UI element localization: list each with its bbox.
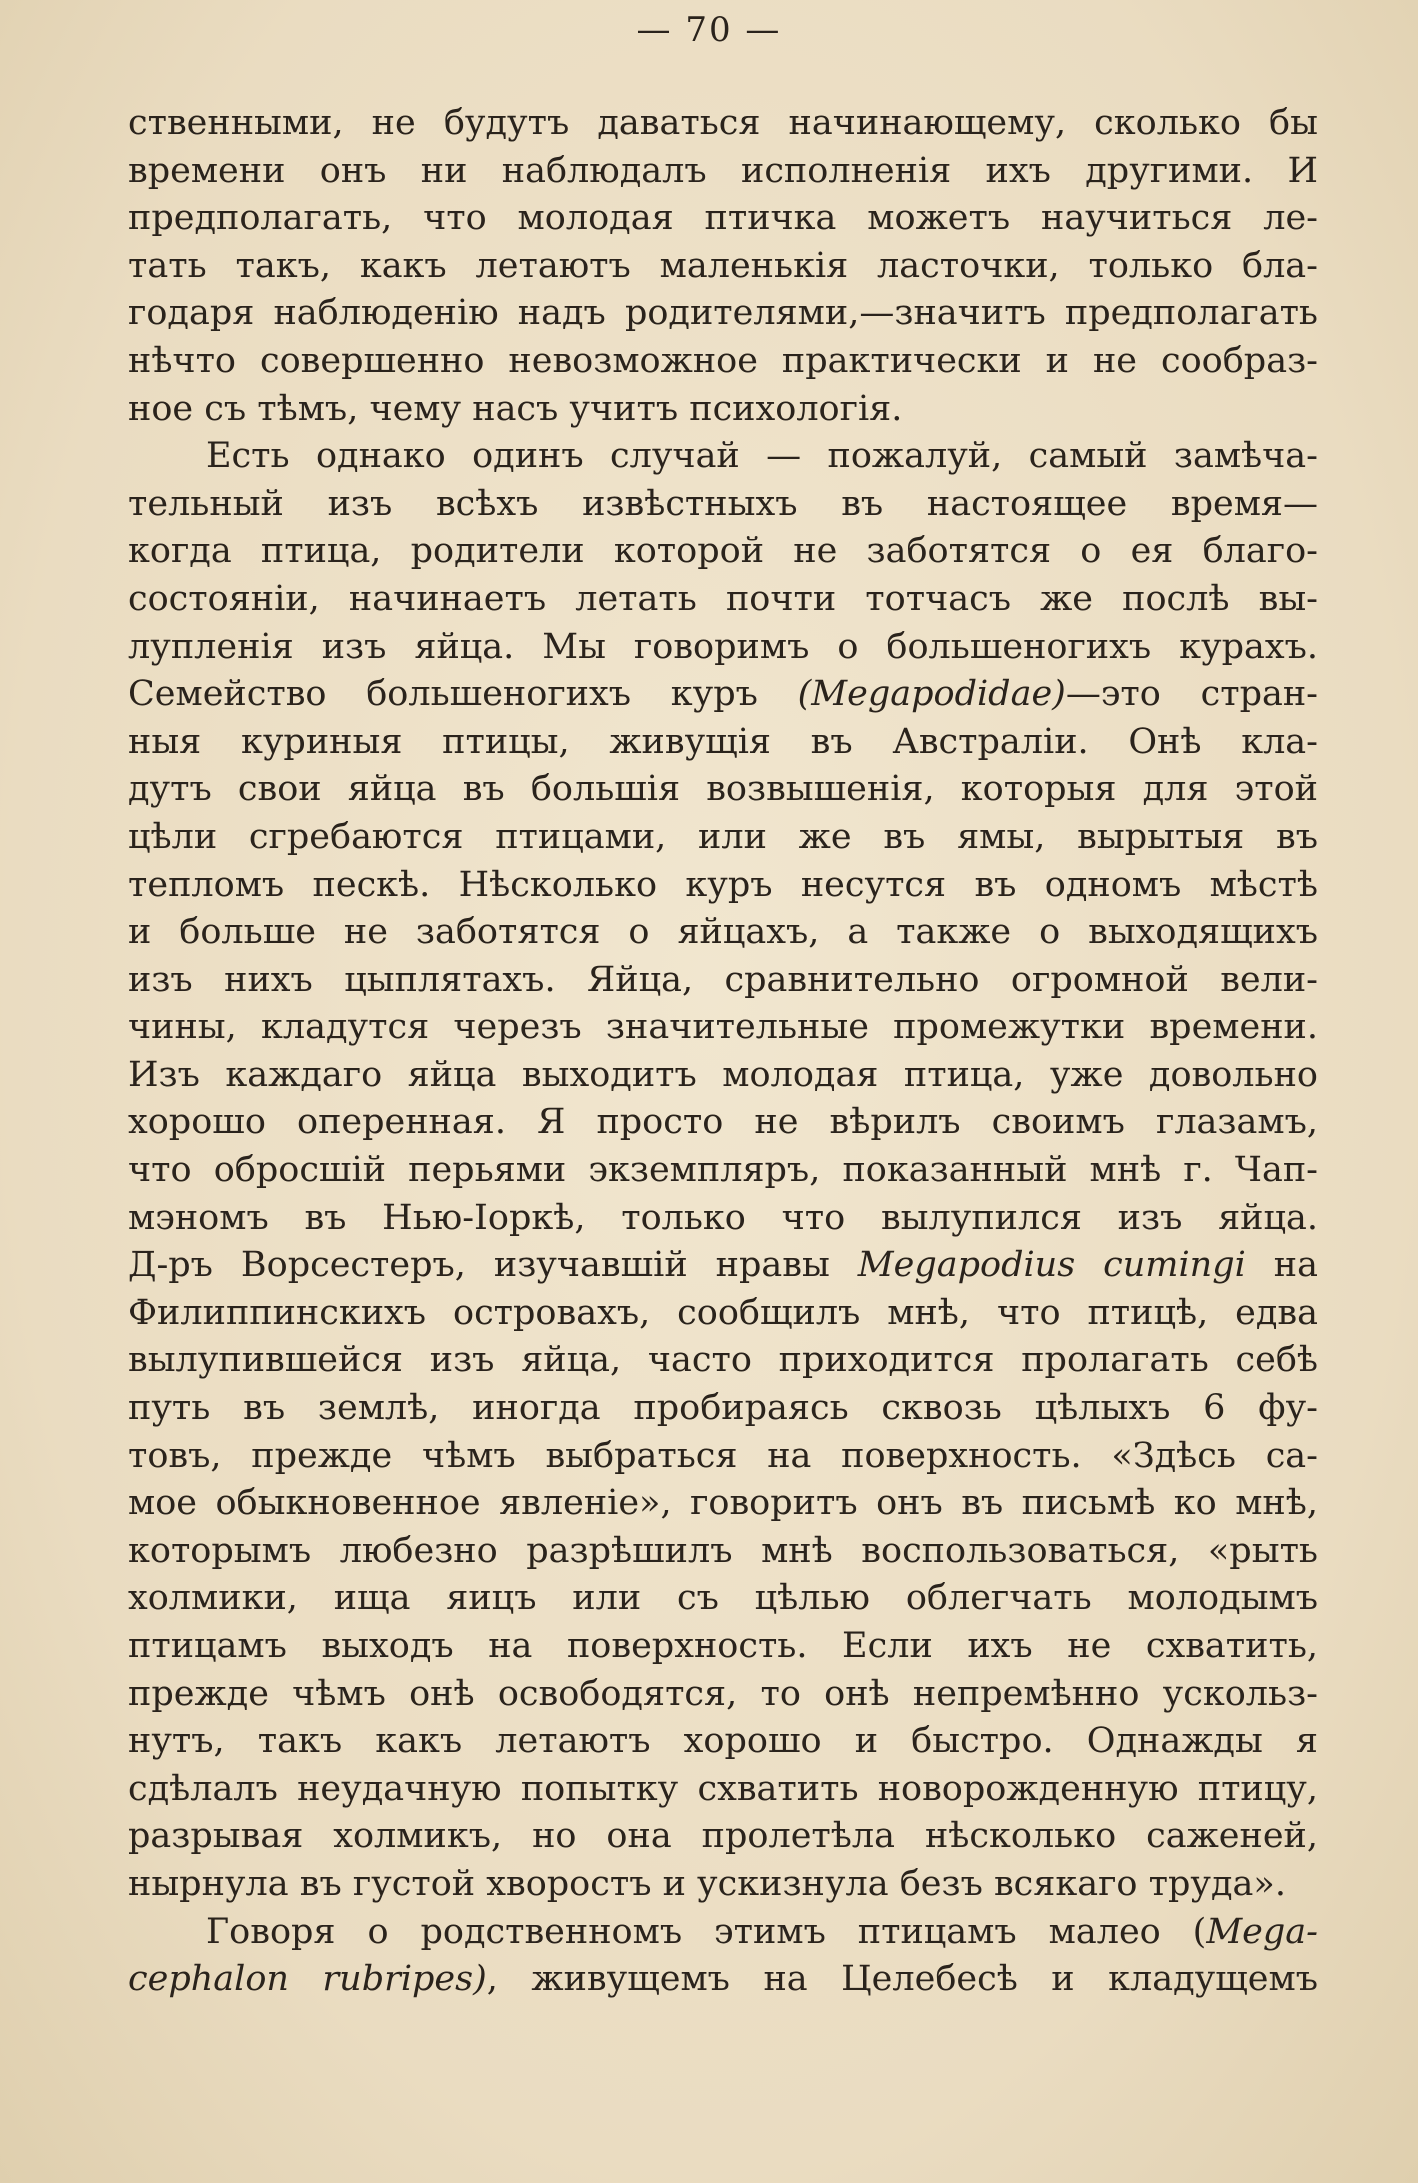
text-span: Изъ каждаго яйца выходитъ молодая птица, уже довольно bbox=[128, 1054, 1318, 1095]
text-span: разрывая холмикъ, но она пролетѣла нѣсколько саженей, bbox=[128, 1816, 1318, 1857]
text-line bbox=[128, 338, 1318, 386]
text-line bbox=[128, 1766, 1318, 1814]
text-span: вылупившейся изъ яйца, часто приходится пролагать себѣ bbox=[128, 1340, 1318, 1381]
text-span: мое обыкновенное явленіе», говоритъ онъ въ письмѣ ко мнѣ, bbox=[128, 1483, 1318, 1524]
text-span: Есть однако одинъ случай — пожалуй, самый замѣча- bbox=[206, 436, 1318, 477]
text-span: которымъ любезно разрѣшилъ мнѣ воспользоваться, «рыть bbox=[128, 1530, 1318, 1571]
text-line bbox=[128, 1909, 1318, 1957]
text-line bbox=[128, 1575, 1318, 1623]
text-line bbox=[128, 1433, 1318, 1481]
text-line bbox=[128, 862, 1318, 910]
text-span: ственными, не будутъ даваться начинающему, сколько бы bbox=[128, 103, 1318, 143]
text-span: на bbox=[1245, 1245, 1318, 1286]
text-line bbox=[128, 1052, 1318, 1100]
text-line bbox=[128, 481, 1318, 529]
text-line bbox=[128, 1480, 1318, 1528]
text-span: , живущемъ на Целебесѣ и кладущемъ bbox=[486, 1959, 1318, 2000]
text-line bbox=[128, 148, 1318, 196]
text-line bbox=[128, 1147, 1318, 1195]
text-line bbox=[128, 1099, 1318, 1147]
text-span: холмики, ища яицъ или съ цѣлью облегчать молодымъ bbox=[128, 1578, 1318, 1619]
text-line bbox=[128, 386, 1318, 434]
text-span: мэномъ въ Нью-Іоркѣ, только что вылупился изъ яйца. bbox=[128, 1197, 1318, 1238]
text-line bbox=[128, 1385, 1318, 1433]
text-span: предполагать, что молодая птичка можетъ научиться ле- bbox=[128, 198, 1318, 239]
text-span: птицамъ выходъ на поверхность. Если ихъ не схватить, bbox=[128, 1626, 1318, 1666]
text-line bbox=[128, 766, 1318, 814]
text-line bbox=[128, 814, 1318, 862]
text-line bbox=[128, 957, 1318, 1005]
text-line bbox=[128, 624, 1318, 672]
text-line bbox=[128, 1956, 1318, 2004]
text-line bbox=[128, 1242, 1318, 1290]
text-span: нѣчто совершенно невозможное практически и не сообраз- bbox=[128, 340, 1318, 381]
text-span: —это стран- bbox=[1065, 674, 1318, 715]
text-span: чины, кладутся черезъ значительные промежутки времени. bbox=[128, 1007, 1318, 1048]
text-span: годаря наблюденію надъ родителями,—значитъ предполагать bbox=[128, 293, 1318, 334]
text-span: товъ, прежде чѣмъ выбраться на поверхность. «Здѣсь са- bbox=[128, 1435, 1318, 1476]
text-line bbox=[128, 528, 1318, 576]
text-line bbox=[128, 1861, 1318, 1909]
italic-span: Megapodius cumingi bbox=[857, 1245, 1246, 1286]
text-line bbox=[128, 243, 1318, 291]
text-line bbox=[128, 719, 1318, 767]
text-span: сдѣлалъ неудачную попытку схватить новорожденную птицу, bbox=[128, 1768, 1318, 1809]
text-span: нутъ, такъ какъ летаютъ хорошо и быстро. Однажды я bbox=[128, 1721, 1318, 1762]
italic-span: (Megapodidae) bbox=[797, 674, 1066, 715]
text-span: Д-ръ Ворсестеръ, изучавшій нравы bbox=[128, 1245, 858, 1286]
text-line bbox=[128, 1813, 1318, 1861]
text-span: Говоря о родственномъ этимъ птицамъ малео ( bbox=[206, 1911, 1207, 1952]
text-line bbox=[128, 1195, 1318, 1243]
text-span: и больше не заботятся о яйцахъ, а также о выходящихъ bbox=[128, 912, 1318, 953]
text-line bbox=[128, 1671, 1318, 1719]
italic-span: Mega- bbox=[1206, 1911, 1318, 1952]
text-line bbox=[128, 576, 1318, 624]
text-span: когда птица, родители которой не заботятся о ея благо- bbox=[128, 531, 1318, 572]
text-line bbox=[128, 1623, 1318, 1671]
text-span: состояніи, начинаетъ летать почти тотчасъ же послѣ вы- bbox=[128, 578, 1318, 619]
text-span: ное съ тѣмъ, чему насъ учитъ психологія. bbox=[128, 388, 903, 429]
body-text bbox=[128, 100, 1318, 2004]
text-span: Семейство большеногихъ куръ bbox=[128, 674, 798, 715]
text-line bbox=[128, 100, 1318, 148]
text-span: Филиппинскихъ островахъ, сообщилъ мнѣ, что птицѣ, едва bbox=[128, 1292, 1318, 1333]
text-line bbox=[128, 671, 1318, 719]
text-line bbox=[128, 195, 1318, 243]
text-span: цѣли сгребаются птицами, или же въ ямы, вырытыя въ bbox=[128, 816, 1318, 857]
text-line bbox=[128, 909, 1318, 957]
page-number: — 70 — bbox=[636, 10, 782, 50]
text-line bbox=[128, 1718, 1318, 1766]
text-line bbox=[128, 433, 1318, 481]
text-span: изъ нихъ цыплятахъ. Яйца, сравнительно огромной вели- bbox=[128, 959, 1318, 1000]
text-line bbox=[128, 1290, 1318, 1338]
text-span: дутъ свои яйца въ большія возвышенія, которыя для этой bbox=[128, 769, 1318, 810]
text-span: нырнула въ густой хворостъ и ускизнула безъ всякаго труда». bbox=[128, 1863, 1286, 1904]
text-line bbox=[128, 1528, 1318, 1576]
text-span: хорошо оперенная. Я просто не вѣрилъ своимъ глазамъ, bbox=[128, 1102, 1318, 1143]
text-span: что обросшій перьями экземпляръ, показанный мнѣ г. Чап- bbox=[128, 1150, 1318, 1191]
italic-span: cephalon rubripes) bbox=[128, 1959, 487, 2000]
text-span: лупленія изъ яйца. Мы говоримъ о большеногихъ курахъ. bbox=[128, 626, 1318, 667]
text-span: путь въ землѣ, иногда пробираясь сквозь цѣлыхъ 6 фу- bbox=[128, 1388, 1318, 1429]
text-line bbox=[128, 1337, 1318, 1385]
text-span: ныя куриныя птицы, живущія въ Австраліи. Онѣ кла- bbox=[128, 721, 1318, 762]
text-span: времени онъ ни наблюдалъ исполненія ихъ другими. И bbox=[128, 150, 1318, 191]
text-span: тепломъ пескѣ. Нѣсколько куръ несутся въ одномъ мѣстѣ bbox=[128, 864, 1318, 905]
text-line bbox=[128, 1004, 1318, 1052]
text-span: прежде чѣмъ онѣ освободятся, то онѣ непремѣнно ускольз- bbox=[128, 1673, 1318, 1714]
text-span: тать такъ, какъ летаютъ маленькія ласточки, только бла- bbox=[128, 245, 1318, 286]
text-line bbox=[128, 290, 1318, 338]
text-span: тельный изъ всѣхъ извѣстныхъ въ настоящее время— bbox=[128, 483, 1318, 524]
